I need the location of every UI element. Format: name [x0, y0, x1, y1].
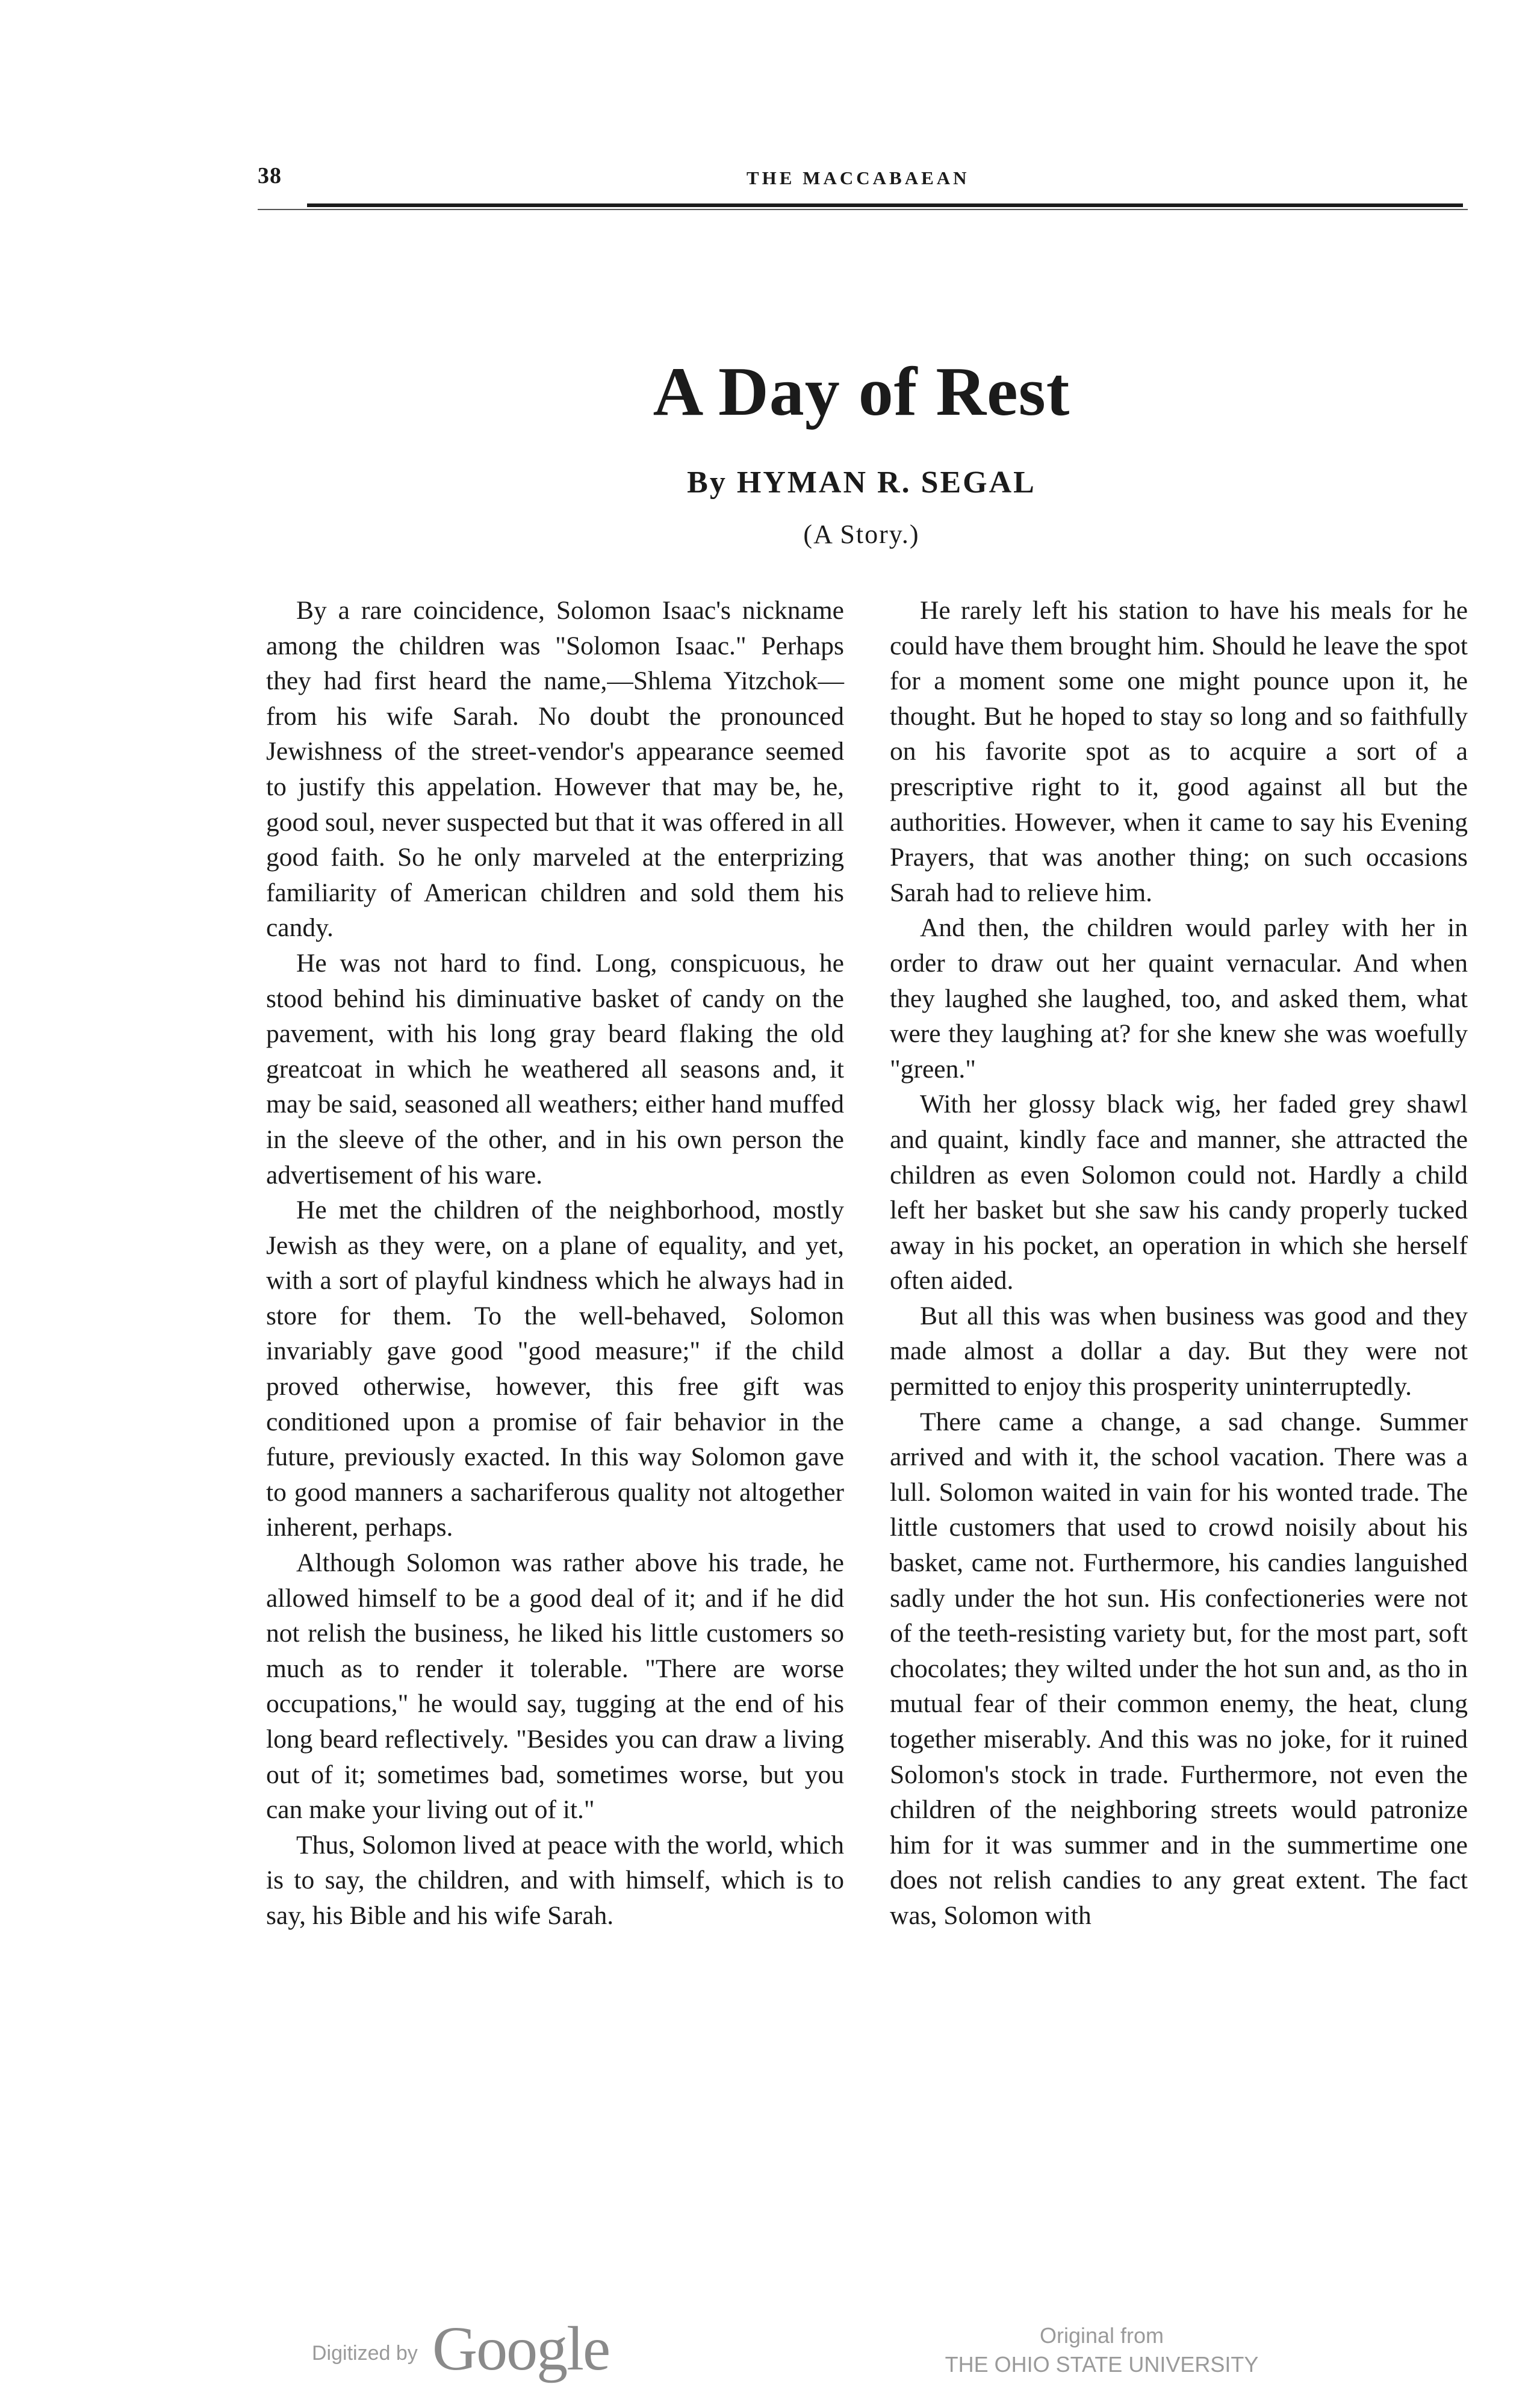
article-byline: By HYMAN R. SEGAL — [687, 465, 1036, 500]
left-column — [266, 593, 844, 1934]
paragraph: Although Solomon was rather above his trade, he allowed himself to be a good deal of it; and if he did not relish the business, he liked his little customers so much as to render it tolerable. "There are worse occupations," he would say, tugging at the end of his long beard reflectively. "Besides you can draw a living out of it; sometimes bad, sometimes worse, but you can make your living out of it." — [266, 1548, 844, 1825]
paragraph: He rarely left his station to have his meals for he could have them brought him. Should he leave the spot for a moment some one might pounce upon it, he thought. But he hoped to stay so long and so faithfully on his favorite spot as to acquire a sort of a prescriptive right to it, good against all but the authorities. However, when it came to say his Evening Prayers, that was another thing; on such occasions Sarah had to relieve him. — [890, 596, 1468, 907]
google-logo: Google — [432, 2314, 610, 2383]
digitized-by-label: Digitized by — [312, 2342, 418, 2365]
paragraph: Thus, Solomon lived at peace with the world, which is to say, the children, and with himself, which is to say, his Bible and his wife Sarah. — [266, 1830, 844, 1930]
paragraph: By a rare coincidence, Solomon Isaac's nickname among the children was "Solomon Isaac." Perhaps they had first heard the name,—Shlema Yitzchok—from his wife Sarah. No doubt the pronounced Jewishness of the street-vendor's appearance seemed to justify this appelation. However that may be, he, good soul, never suspected but that it was offered in all good faith. So he only marveled at the enterprizing familiarity of American children and sold them his candy. — [266, 596, 844, 943]
page-number: 38 — [258, 163, 282, 188]
source-credit — [885, 2321, 1318, 2379]
article-subtitle: (A Story.) — [803, 520, 920, 549]
institution-name: THE OHIO STATE UNIVERSITY — [945, 2352, 1259, 2377]
article-title: A Day of Rest — [653, 353, 1070, 430]
running-head: THE MACCABAEAN — [747, 167, 970, 188]
paragraph: He was not hard to find. Long, conspicuous, he stood behind his diminuative basket of candy on the pavement, with his long gray beard flaking the old greatcoat in which he weathered all seasons and, it may be said, seasoned all weathers; either hand muffed in the sleeve of the other, and in his own person the advertisement of his ware. — [266, 948, 844, 1190]
paragraph: And then, the children would parley with her in order to draw out her quaint vernacular. And when they laughed she laughed, too, and asked them, what were they laughing at? for she knew she was woefully "green." — [890, 913, 1468, 1084]
original-from-label: Original from — [1039, 2323, 1164, 2348]
page-header — [0, 163, 1534, 211]
paragraph: With her glossy black wig, her faded grey shawl and quaint, kindly face and manner, she attracted the children as even Solomon could not. Hardly a child left her basket but she saw his candy properly tucked away in his pocket, an operation in which she herself often aided. — [890, 1090, 1468, 1296]
header-rule — [307, 203, 1463, 207]
paragraph: But all this was when business was good and they made almost a dollar a day. But they were not permitted to enjoy this prosperity uninterruptedly. — [890, 1301, 1468, 1401]
right-column — [890, 593, 1468, 1934]
header-rule-thin — [258, 209, 1468, 210]
paragraph: There came a change, a sad change. Summer arrived and with it, the school vacation. There was a lull. Solomon waited in vain for his wonted trade. The little customers that used to crowd noisily about his basket, came not. Furthermore, his candies languished sadly under the hot sun. His confectioneries were not of the teeth-resisting variety but, for the most part, soft chocolates; they wilted under the hot sun and, as tho in mutual fear of their common enemy, the heat, clung together miserably. And this was no joke, for it ruined Solomon's stock in trade. Furthermore, not even the children of the neighboring streets would patronize him for it was summer and in the summertime one does not relish candies to any great extent. The fact was, Solomon with — [890, 1407, 1468, 1930]
paragraph: He met the children of the neighborhood, mostly Jewish as they were, on a plane of equality, and yet, with a sort of playful kindness which he always had in store for them. To the well-behaved, Solomon invariably gave good "good measure;" if the child proved otherwise, however, this free gift was conditioned upon a promise of fair behavior in the future, previously exacted. In this way Solomon gave to good manners a sachariferous quality not altogether inherent, perhaps. — [266, 1196, 844, 1542]
